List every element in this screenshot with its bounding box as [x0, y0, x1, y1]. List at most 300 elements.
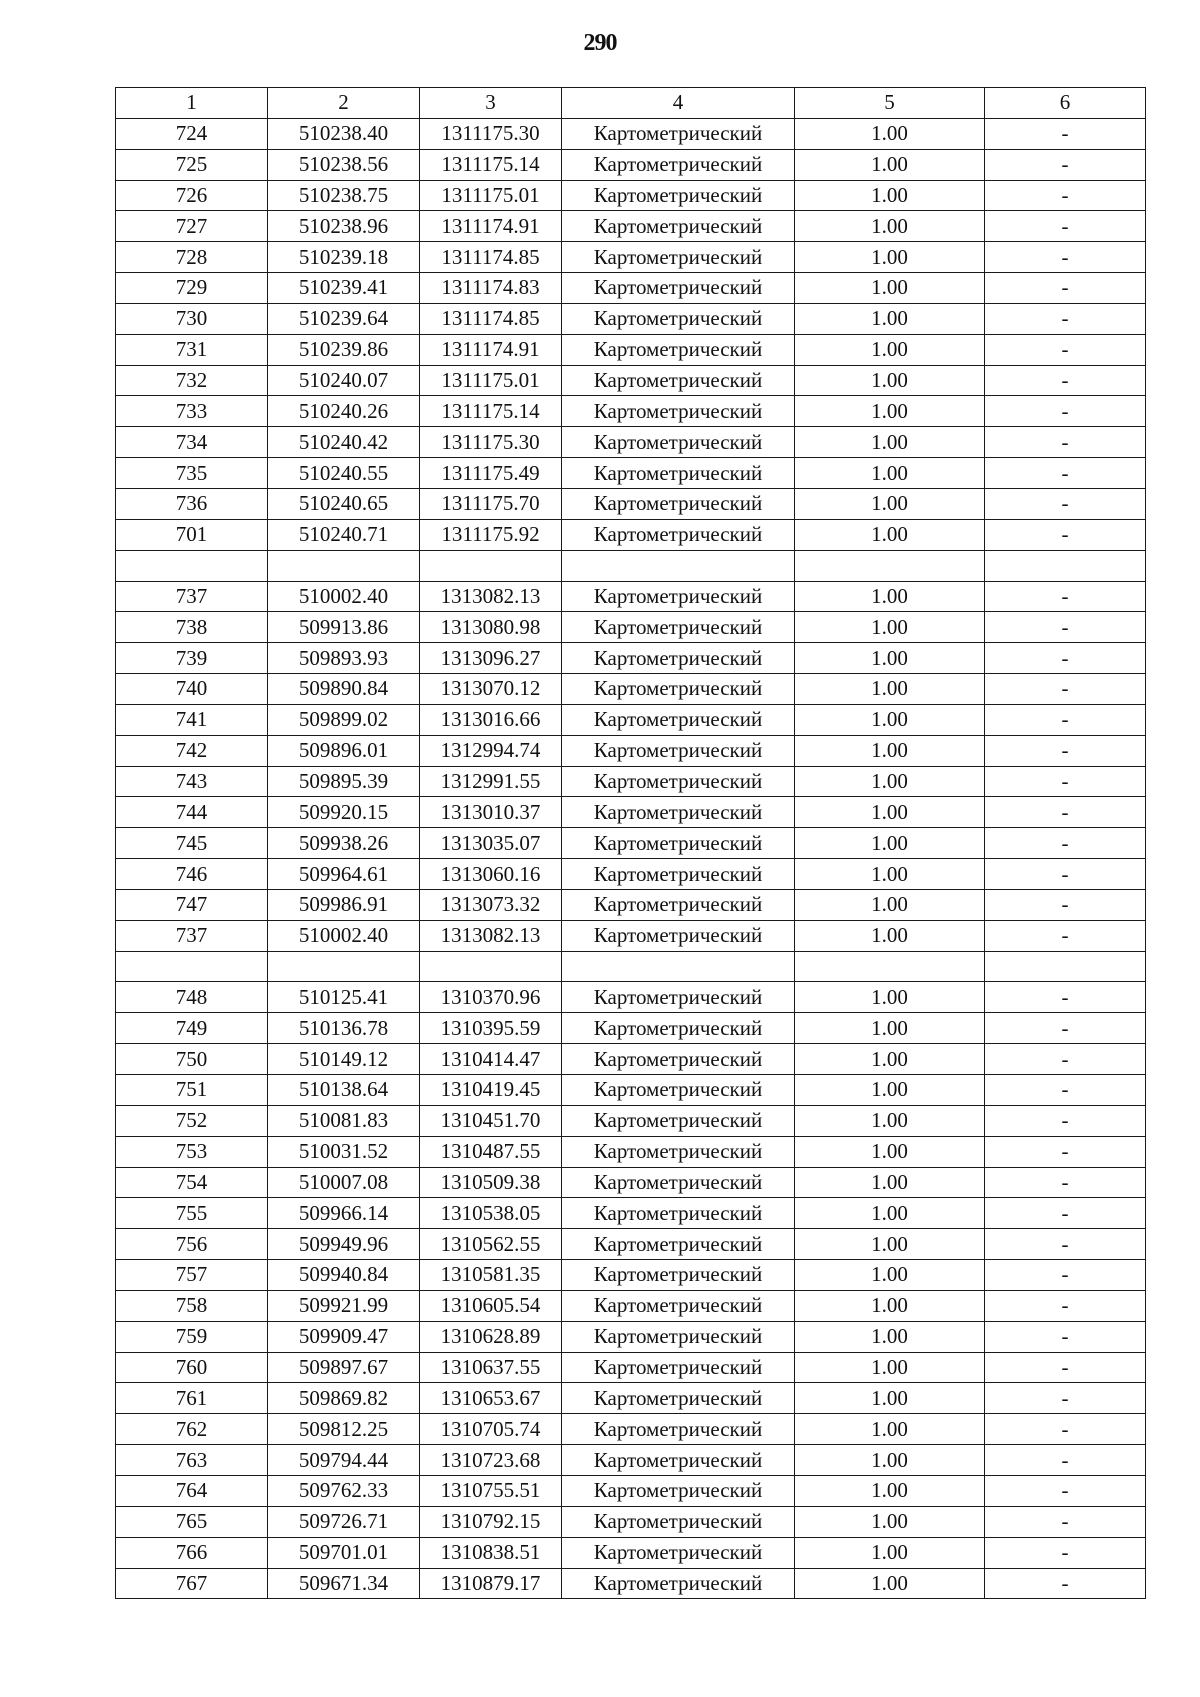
column-header-1: 1 — [116, 88, 268, 119]
accuracy-cell: 1.00 — [795, 1013, 985, 1044]
accuracy-cell: 1.00 — [795, 1075, 985, 1106]
description-cell: - — [985, 427, 1146, 458]
point-number-cell: 734 — [116, 427, 268, 458]
x-coordinate-cell: 509909.47 — [268, 1321, 420, 1352]
method-cell: Картометрический — [562, 1198, 795, 1229]
column-header-5: 5 — [795, 88, 985, 119]
x-coordinate-cell: 510240.65 — [268, 488, 420, 519]
point-number-cell: 763 — [116, 1445, 268, 1476]
x-coordinate-cell: 509913.86 — [268, 612, 420, 643]
method-cell: Картометрический — [562, 643, 795, 674]
point-number-cell: 731 — [116, 334, 268, 365]
y-coordinate-cell: 1313070.12 — [420, 674, 562, 705]
point-number-cell: 737 — [116, 581, 268, 612]
y-coordinate-cell: 1313082.13 — [420, 581, 562, 612]
column-header-4: 4 — [562, 88, 795, 119]
x-coordinate-cell: 509949.96 — [268, 1229, 420, 1260]
x-coordinate-cell: 510002.40 — [268, 920, 420, 951]
table-row — [116, 1075, 1146, 1106]
point-number-cell: 736 — [116, 488, 268, 519]
description-cell: - — [985, 1321, 1146, 1352]
description-cell — [985, 951, 1146, 982]
accuracy-cell: 1.00 — [795, 1445, 985, 1476]
x-coordinate-cell: 510007.08 — [268, 1167, 420, 1198]
y-coordinate-cell: 1313010.37 — [420, 797, 562, 828]
y-coordinate-cell: 1310605.54 — [420, 1290, 562, 1321]
y-coordinate-cell: 1311174.85 — [420, 303, 562, 334]
description-cell: - — [985, 1013, 1146, 1044]
table-row — [116, 797, 1146, 828]
point-number-cell: 725 — [116, 149, 268, 180]
table-row — [116, 1568, 1146, 1599]
table-row — [116, 334, 1146, 365]
table-row — [116, 1475, 1146, 1506]
table-row — [116, 1136, 1146, 1167]
y-coordinate-cell: 1312991.55 — [420, 766, 562, 797]
point-number-cell: 758 — [116, 1290, 268, 1321]
accuracy-cell: 1.00 — [795, 273, 985, 304]
x-coordinate-cell: 509897.67 — [268, 1352, 420, 1383]
table-body — [116, 118, 1146, 1599]
description-cell: - — [985, 396, 1146, 427]
method-cell: Картометрический — [562, 1352, 795, 1383]
table-row — [116, 458, 1146, 489]
description-cell: - — [985, 766, 1146, 797]
y-coordinate-cell: 1311175.49 — [420, 458, 562, 489]
point-number-cell: 739 — [116, 643, 268, 674]
point-number-cell: 729 — [116, 273, 268, 304]
table-row — [116, 1506, 1146, 1537]
method-cell: Картометрический — [562, 1475, 795, 1506]
x-coordinate-cell: 509938.26 — [268, 828, 420, 859]
x-coordinate-cell: 510149.12 — [268, 1044, 420, 1075]
table-row — [116, 674, 1146, 705]
accuracy-cell — [795, 951, 985, 982]
point-number-cell: 752 — [116, 1105, 268, 1136]
point-number-cell: 753 — [116, 1136, 268, 1167]
y-coordinate-cell: 1310838.51 — [420, 1537, 562, 1568]
table-row — [116, 1198, 1146, 1229]
table-row — [116, 1383, 1146, 1414]
x-coordinate-cell: 510125.41 — [268, 982, 420, 1013]
y-coordinate-cell: 1311175.01 — [420, 180, 562, 211]
y-coordinate-cell: 1310653.67 — [420, 1383, 562, 1414]
method-cell: Картометрический — [562, 488, 795, 519]
table-row — [116, 1414, 1146, 1445]
accuracy-cell: 1.00 — [795, 643, 985, 674]
x-coordinate-cell: 509964.61 — [268, 859, 420, 890]
method-cell: Картометрический — [562, 982, 795, 1013]
y-coordinate-cell: 1311174.83 — [420, 273, 562, 304]
table-row — [116, 303, 1146, 334]
x-coordinate-cell: 509701.01 — [268, 1537, 420, 1568]
method-cell: Картометрический — [562, 735, 795, 766]
point-number-cell: 748 — [116, 982, 268, 1013]
description-cell: - — [985, 612, 1146, 643]
x-coordinate-cell: 510240.55 — [268, 458, 420, 489]
accuracy-cell: 1.00 — [795, 1383, 985, 1414]
column-header-2: 2 — [268, 88, 420, 119]
description-cell: - — [985, 982, 1146, 1013]
table-row — [116, 1013, 1146, 1044]
y-coordinate-cell: 1310538.05 — [420, 1198, 562, 1229]
method-cell: Картометрический — [562, 334, 795, 365]
description-cell: - — [985, 643, 1146, 674]
x-coordinate-cell: 509921.99 — [268, 1290, 420, 1321]
description-cell: - — [985, 1475, 1146, 1506]
y-coordinate-cell: 1310628.89 — [420, 1321, 562, 1352]
accuracy-cell: 1.00 — [795, 149, 985, 180]
point-number-cell: 756 — [116, 1229, 268, 1260]
y-coordinate-cell: 1313060.16 — [420, 859, 562, 890]
description-cell: - — [985, 1537, 1146, 1568]
accuracy-cell: 1.00 — [795, 1537, 985, 1568]
accuracy-cell: 1.00 — [795, 334, 985, 365]
description-cell: - — [985, 1445, 1146, 1476]
y-coordinate-cell: 1310419.45 — [420, 1075, 562, 1106]
description-cell: - — [985, 180, 1146, 211]
table-row — [116, 488, 1146, 519]
accuracy-cell: 1.00 — [795, 1105, 985, 1136]
accuracy-cell: 1.00 — [795, 797, 985, 828]
y-coordinate-cell: 1313073.32 — [420, 889, 562, 920]
y-coordinate-cell: 1310637.55 — [420, 1352, 562, 1383]
description-cell: - — [985, 920, 1146, 951]
point-number-cell: 735 — [116, 458, 268, 489]
table-row — [116, 550, 1146, 581]
table-row — [116, 951, 1146, 982]
x-coordinate-cell: 509726.71 — [268, 1506, 420, 1537]
accuracy-cell: 1.00 — [795, 458, 985, 489]
x-coordinate-cell: 510238.56 — [268, 149, 420, 180]
method-cell: Картометрический — [562, 1506, 795, 1537]
description-cell: - — [985, 828, 1146, 859]
method-cell: Картометрический — [562, 1044, 795, 1075]
description-cell: - — [985, 1383, 1146, 1414]
accuracy-cell: 1.00 — [795, 396, 985, 427]
point-number-cell: 730 — [116, 303, 268, 334]
description-cell: - — [985, 1167, 1146, 1198]
x-coordinate-cell: 509794.44 — [268, 1445, 420, 1476]
point-number-cell: 740 — [116, 674, 268, 705]
accuracy-cell: 1.00 — [795, 1229, 985, 1260]
x-coordinate-cell: 509895.39 — [268, 766, 420, 797]
method-cell: Картометрический — [562, 180, 795, 211]
accuracy-cell: 1.00 — [795, 920, 985, 951]
y-coordinate-cell: 1310705.74 — [420, 1414, 562, 1445]
method-cell: Картометрический — [562, 458, 795, 489]
accuracy-cell: 1.00 — [795, 674, 985, 705]
accuracy-cell: 1.00 — [795, 488, 985, 519]
y-coordinate-cell: 1310370.96 — [420, 982, 562, 1013]
y-coordinate-cell: 1311174.91 — [420, 334, 562, 365]
description-cell: - — [985, 581, 1146, 612]
method-cell — [562, 550, 795, 581]
point-number-cell: 732 — [116, 365, 268, 396]
method-cell: Картометрический — [562, 1167, 795, 1198]
point-number-cell: 747 — [116, 889, 268, 920]
y-coordinate-cell: 1313035.07 — [420, 828, 562, 859]
point-number-cell: 727 — [116, 211, 268, 242]
method-cell: Картометрический — [562, 859, 795, 890]
column-header-3: 3 — [420, 88, 562, 119]
table-row — [116, 1352, 1146, 1383]
description-cell: - — [985, 797, 1146, 828]
description-cell: - — [985, 211, 1146, 242]
description-cell: - — [985, 1229, 1146, 1260]
y-coordinate-cell: 1313016.66 — [420, 704, 562, 735]
page-number: 290 — [583, 30, 617, 56]
description-cell: - — [985, 118, 1146, 149]
method-cell: Картометрический — [562, 1105, 795, 1136]
accuracy-cell: 1.00 — [795, 1260, 985, 1291]
table-row — [116, 1290, 1146, 1321]
description-cell: - — [985, 1352, 1146, 1383]
point-number-cell: 760 — [116, 1352, 268, 1383]
description-cell: - — [985, 674, 1146, 705]
point-number-cell: 749 — [116, 1013, 268, 1044]
y-coordinate-cell: 1311175.30 — [420, 427, 562, 458]
table-row — [116, 982, 1146, 1013]
table-row — [116, 427, 1146, 458]
method-cell: Картометрический — [562, 118, 795, 149]
method-cell: Картометрический — [562, 704, 795, 735]
table-row — [116, 735, 1146, 766]
table-row — [116, 612, 1146, 643]
method-cell: Картометрический — [562, 1290, 795, 1321]
table-row — [116, 1321, 1146, 1352]
table-row — [116, 1445, 1146, 1476]
method-cell: Картометрический — [562, 1321, 795, 1352]
y-coordinate-cell: 1310414.47 — [420, 1044, 562, 1075]
point-number-cell: 754 — [116, 1167, 268, 1198]
accuracy-cell: 1.00 — [795, 766, 985, 797]
y-coordinate-cell: 1310792.15 — [420, 1506, 562, 1537]
accuracy-cell: 1.00 — [795, 859, 985, 890]
point-number-cell — [116, 951, 268, 982]
x-coordinate-cell: 510240.26 — [268, 396, 420, 427]
accuracy-cell: 1.00 — [795, 1414, 985, 1445]
column-header-6: 6 — [985, 88, 1146, 119]
x-coordinate-cell: 510081.83 — [268, 1105, 420, 1136]
accuracy-cell: 1.00 — [795, 1321, 985, 1352]
y-coordinate-cell: 1310723.68 — [420, 1445, 562, 1476]
y-coordinate-cell: 1310879.17 — [420, 1568, 562, 1599]
description-cell: - — [985, 1198, 1146, 1229]
point-number-cell: 724 — [116, 118, 268, 149]
y-coordinate-cell: 1311175.70 — [420, 488, 562, 519]
method-cell: Картометрический — [562, 1414, 795, 1445]
point-number-cell: 743 — [116, 766, 268, 797]
table-row — [116, 828, 1146, 859]
x-coordinate-cell: 510002.40 — [268, 581, 420, 612]
accuracy-cell: 1.00 — [795, 519, 985, 550]
accuracy-cell: 1.00 — [795, 1198, 985, 1229]
accuracy-cell: 1.00 — [795, 1352, 985, 1383]
table-header-row — [116, 88, 1146, 119]
table-row — [116, 920, 1146, 951]
description-cell: - — [985, 273, 1146, 304]
table-row — [116, 211, 1146, 242]
x-coordinate-cell: 509869.82 — [268, 1383, 420, 1414]
point-number-cell: 750 — [116, 1044, 268, 1075]
point-number-cell: 767 — [116, 1568, 268, 1599]
x-coordinate-cell: 510238.40 — [268, 118, 420, 149]
point-number-cell: 759 — [116, 1321, 268, 1352]
point-number-cell: 761 — [116, 1383, 268, 1414]
y-coordinate-cell: 1312994.74 — [420, 735, 562, 766]
method-cell: Картометрический — [562, 766, 795, 797]
y-coordinate-cell: 1310487.55 — [420, 1136, 562, 1167]
accuracy-cell: 1.00 — [795, 211, 985, 242]
point-number-cell: 751 — [116, 1075, 268, 1106]
y-coordinate-cell: 1313096.27 — [420, 643, 562, 674]
table-row — [116, 1229, 1146, 1260]
table-row — [116, 118, 1146, 149]
y-coordinate-cell: 1313080.98 — [420, 612, 562, 643]
method-cell: Картометрический — [562, 211, 795, 242]
method-cell: Картометрический — [562, 889, 795, 920]
method-cell: Картометрический — [562, 427, 795, 458]
point-number-cell: 701 — [116, 519, 268, 550]
point-number-cell: 742 — [116, 735, 268, 766]
x-coordinate-cell: 510239.41 — [268, 273, 420, 304]
method-cell: Картометрический — [562, 920, 795, 951]
point-number-cell: 762 — [116, 1414, 268, 1445]
accuracy-cell: 1.00 — [795, 118, 985, 149]
method-cell: Картометрический — [562, 1075, 795, 1106]
x-coordinate-cell — [268, 550, 420, 581]
point-number-cell: 765 — [116, 1506, 268, 1537]
table-row — [116, 396, 1146, 427]
x-coordinate-cell: 510240.07 — [268, 365, 420, 396]
y-coordinate-cell — [420, 550, 562, 581]
description-cell: - — [985, 1044, 1146, 1075]
method-cell: Картометрический — [562, 273, 795, 304]
x-coordinate-cell: 509920.15 — [268, 797, 420, 828]
method-cell: Картометрический — [562, 242, 795, 273]
y-coordinate-cell: 1310562.55 — [420, 1229, 562, 1260]
description-cell: - — [985, 242, 1146, 273]
x-coordinate-cell — [268, 951, 420, 982]
y-coordinate-cell: 1310395.59 — [420, 1013, 562, 1044]
point-number-cell: 764 — [116, 1475, 268, 1506]
accuracy-cell: 1.00 — [795, 1044, 985, 1075]
accuracy-cell: 1.00 — [795, 180, 985, 211]
table-row — [116, 180, 1146, 211]
table-row — [116, 859, 1146, 890]
x-coordinate-cell: 510031.52 — [268, 1136, 420, 1167]
method-cell: Картометрический — [562, 1013, 795, 1044]
x-coordinate-cell: 509940.84 — [268, 1260, 420, 1291]
point-number-cell: 726 — [116, 180, 268, 211]
y-coordinate-cell: 1313082.13 — [420, 920, 562, 951]
table-row — [116, 273, 1146, 304]
accuracy-cell: 1.00 — [795, 1506, 985, 1537]
accuracy-cell: 1.00 — [795, 242, 985, 273]
y-coordinate-cell: 1310581.35 — [420, 1260, 562, 1291]
method-cell: Картометрический — [562, 1445, 795, 1476]
x-coordinate-cell: 509762.33 — [268, 1475, 420, 1506]
method-cell: Картометрический — [562, 396, 795, 427]
point-number-cell: 755 — [116, 1198, 268, 1229]
accuracy-cell: 1.00 — [795, 1167, 985, 1198]
method-cell: Картометрический — [562, 612, 795, 643]
accuracy-cell: 1.00 — [795, 828, 985, 859]
x-coordinate-cell: 509966.14 — [268, 1198, 420, 1229]
table-row — [116, 889, 1146, 920]
accuracy-cell: 1.00 — [795, 612, 985, 643]
description-cell: - — [985, 1568, 1146, 1599]
x-coordinate-cell: 509812.25 — [268, 1414, 420, 1445]
y-coordinate-cell: 1311175.14 — [420, 396, 562, 427]
point-number-cell: 728 — [116, 242, 268, 273]
x-coordinate-cell: 509986.91 — [268, 889, 420, 920]
x-coordinate-cell: 510239.64 — [268, 303, 420, 334]
description-cell: - — [985, 1290, 1146, 1321]
description-cell: - — [985, 334, 1146, 365]
table-row — [116, 242, 1146, 273]
description-cell: - — [985, 458, 1146, 489]
method-cell: Картометрический — [562, 674, 795, 705]
accuracy-cell: 1.00 — [795, 735, 985, 766]
y-coordinate-cell: 1311175.14 — [420, 149, 562, 180]
description-cell: - — [985, 1414, 1146, 1445]
y-coordinate-cell: 1311175.92 — [420, 519, 562, 550]
table-row — [116, 1167, 1146, 1198]
table-row — [116, 365, 1146, 396]
method-cell: Картометрический — [562, 519, 795, 550]
method-cell: Картометрический — [562, 1136, 795, 1167]
description-cell: - — [985, 1105, 1146, 1136]
coordinates-table — [115, 87, 1146, 1599]
description-cell: - — [985, 1260, 1146, 1291]
accuracy-cell: 1.00 — [795, 365, 985, 396]
x-coordinate-cell: 510239.18 — [268, 242, 420, 273]
y-coordinate-cell: 1310451.70 — [420, 1105, 562, 1136]
point-number-cell: 737 — [116, 920, 268, 951]
table-row — [116, 149, 1146, 180]
accuracy-cell: 1.00 — [795, 704, 985, 735]
description-cell: - — [985, 303, 1146, 334]
description-cell: - — [985, 1136, 1146, 1167]
table-row — [116, 1260, 1146, 1291]
y-coordinate-cell: 1311174.85 — [420, 242, 562, 273]
method-cell: Картометрический — [562, 1568, 795, 1599]
point-number-cell: 733 — [116, 396, 268, 427]
method-cell: Картометрический — [562, 365, 795, 396]
description-cell: - — [985, 519, 1146, 550]
x-coordinate-cell: 509671.34 — [268, 1568, 420, 1599]
method-cell: Картометрический — [562, 797, 795, 828]
point-number-cell: 738 — [116, 612, 268, 643]
method-cell: Картометрический — [562, 1383, 795, 1414]
description-cell: - — [985, 1506, 1146, 1537]
description-cell: - — [985, 149, 1146, 180]
accuracy-cell: 1.00 — [795, 427, 985, 458]
method-cell: Картометрический — [562, 581, 795, 612]
x-coordinate-cell: 509890.84 — [268, 674, 420, 705]
table-row — [116, 643, 1146, 674]
method-cell — [562, 951, 795, 982]
x-coordinate-cell: 510239.86 — [268, 334, 420, 365]
x-coordinate-cell: 510238.75 — [268, 180, 420, 211]
point-number-cell: 757 — [116, 1260, 268, 1291]
table-row — [116, 1537, 1146, 1568]
description-cell — [985, 550, 1146, 581]
table-row — [116, 1105, 1146, 1136]
table-row — [116, 581, 1146, 612]
